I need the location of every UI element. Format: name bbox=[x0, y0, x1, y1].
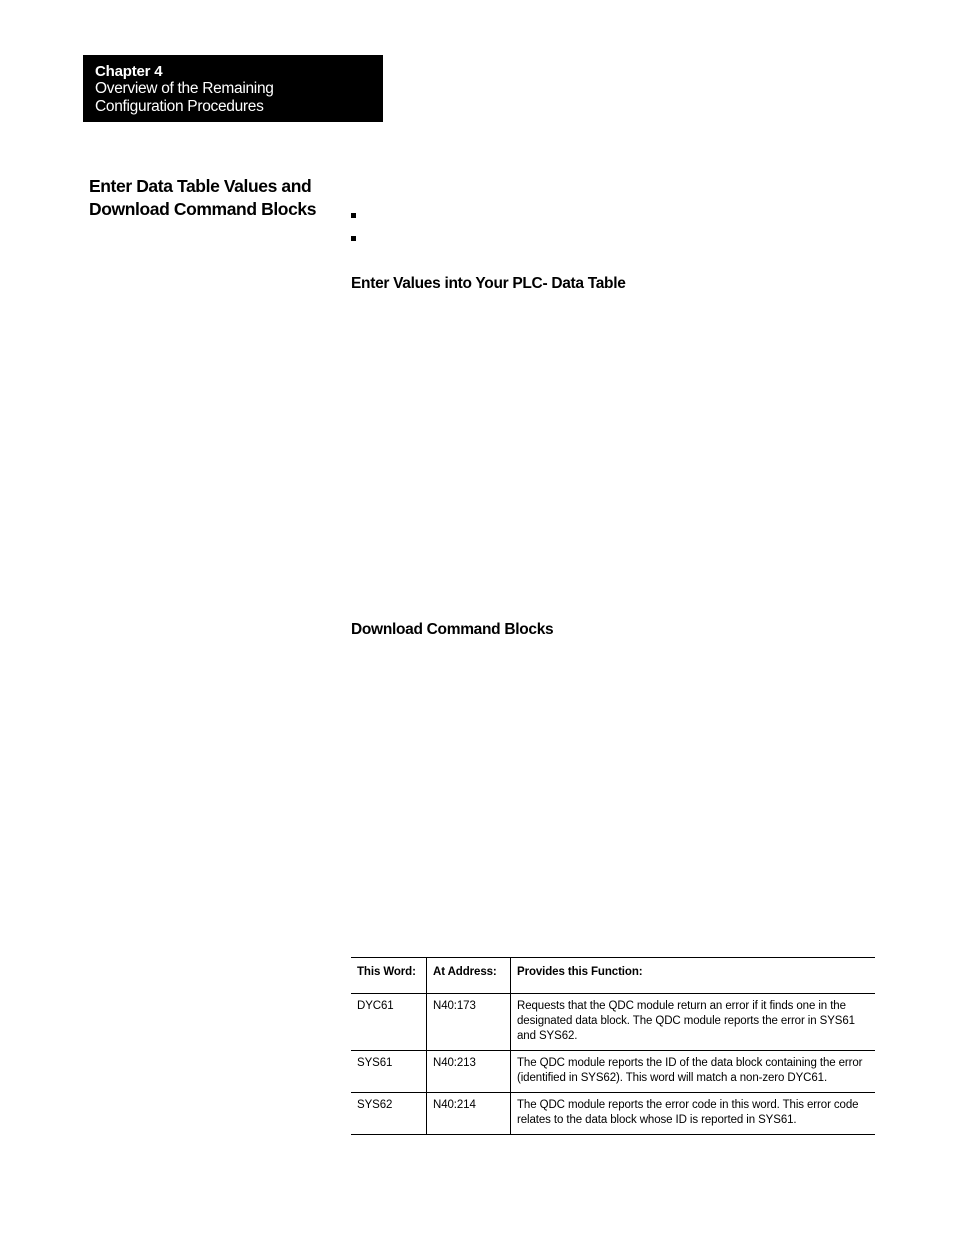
cell-word: SYS62 bbox=[351, 1093, 427, 1135]
cell-address: N40:214 bbox=[427, 1093, 511, 1135]
cell-word: SYS61 bbox=[351, 1051, 427, 1093]
cell-function: The QDC module reports the ID of the data block containing the error (identified in SYS62). This word will match a non-zero DYC61. bbox=[511, 1051, 876, 1093]
chapter-header bbox=[83, 55, 383, 122]
section-heading-line1: Enter Data Table Values and bbox=[89, 176, 312, 196]
chapter-title-line2: Configuration Procedures bbox=[95, 98, 264, 115]
subheading-enter-values: Enter Values into Your PLC- Data Table bbox=[351, 275, 626, 292]
chapter-title-line1: Overview of the Remaining bbox=[95, 80, 274, 97]
header-this-word: This Word: bbox=[351, 958, 427, 994]
function-table bbox=[351, 957, 875, 1135]
table-header-row bbox=[351, 958, 875, 994]
header-at-address: At Address: bbox=[427, 958, 511, 994]
chapter-number: Chapter 4 bbox=[95, 63, 163, 80]
cell-word: DYC61 bbox=[351, 994, 427, 1051]
table-row bbox=[351, 1093, 875, 1135]
section-heading-line2: Download Command Blocks bbox=[89, 199, 317, 219]
subheading-download-blocks: Download Command Blocks bbox=[351, 621, 554, 638]
cell-function: Requests that the QDC module return an error if it finds one in the designated data block. The QDC module reports the error in SYS61 and SYS62. bbox=[511, 994, 876, 1051]
cell-address: N40:213 bbox=[427, 1051, 511, 1093]
section-heading bbox=[89, 175, 339, 221]
cell-address: N40:173 bbox=[427, 994, 511, 1051]
table-row bbox=[351, 1051, 875, 1093]
bullet-marker bbox=[351, 236, 356, 241]
bullet-marker bbox=[351, 213, 356, 218]
header-function: Provides this Function: bbox=[511, 958, 876, 994]
table-row bbox=[351, 994, 875, 1051]
cell-function: The QDC module reports the error code in this word. This error code relates to the data block whose ID is reported in SYS61. bbox=[511, 1093, 876, 1135]
